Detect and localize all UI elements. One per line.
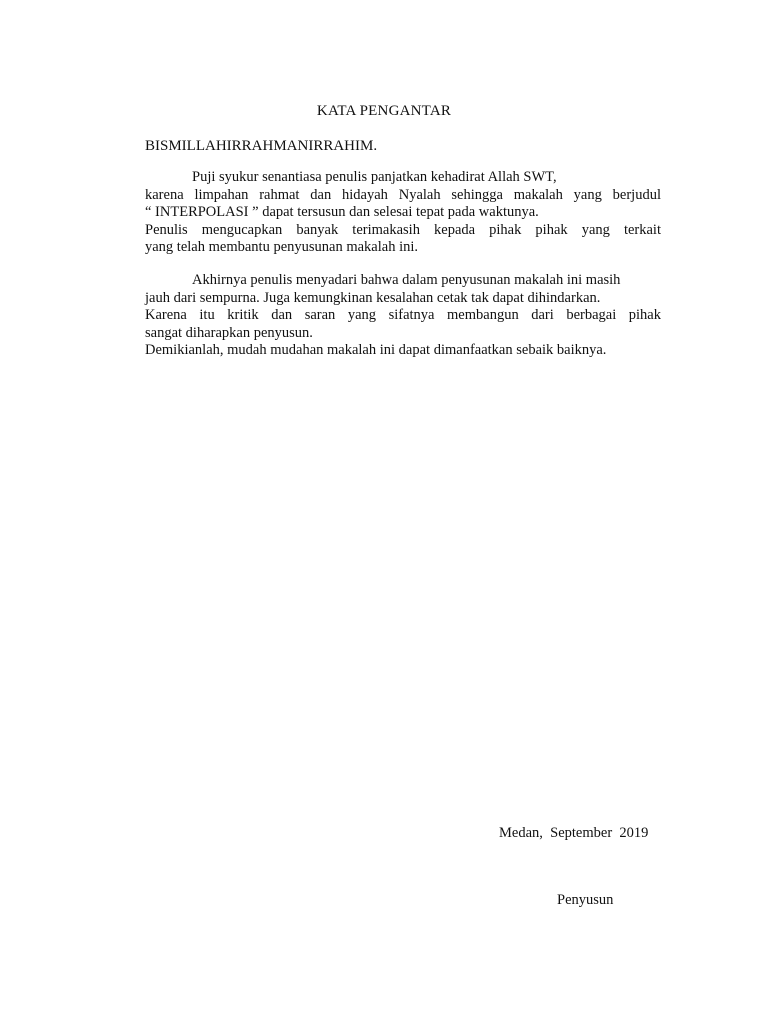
paragraph-line: sangat diharapkan penyusun. [145, 324, 313, 341]
paragraph-line: yang telah membantu penyusunan makalah ini. [145, 239, 419, 255]
paragraph-line: “ INTERPOLASI ” dapat tersusun dan selesai tepat pada waktunya. [145, 204, 539, 220]
document-title: KATA PENGANTAR [316, 103, 452, 119]
paragraph-line: jauh dari sempurna. Juga kemungkinan kesalahan cetak tak dapat dihindarkan. [145, 289, 601, 306]
paragraph-2 [145, 272, 661, 360]
paragraph-line: Demikianlah, mudah mudahan makalah ini dapat dimanfaatkan sebaik baiknya. [145, 342, 607, 358]
signer-label: Penyusun [557, 892, 614, 908]
place-and-date: Medan, September 2019 [499, 825, 649, 841]
paragraph-1 [145, 169, 661, 257]
paragraph-line: karena limpahan rahmat dan hidayah Nyalah sehingga makalah yang berjudul [145, 186, 661, 203]
paragraph-line: Penulis mengucapkan banyak terimakasih kepada pihak pihak yang terkait [145, 221, 661, 238]
paragraph-line: Puji syukur senantiasa penulis panjatkan kehadirat Allah SWT, [192, 169, 557, 185]
paragraph-line: Akhirnya penulis menyadari bahwa dalam penyusunan makalah ini masih [192, 272, 621, 288]
opening-greeting: BISMILLAHIRRAHMANIRRAHIM. [145, 138, 378, 154]
paragraph-line: Karena itu kritik dan saran yang sifatnya membangun dari berbagai pihak [145, 307, 661, 323]
